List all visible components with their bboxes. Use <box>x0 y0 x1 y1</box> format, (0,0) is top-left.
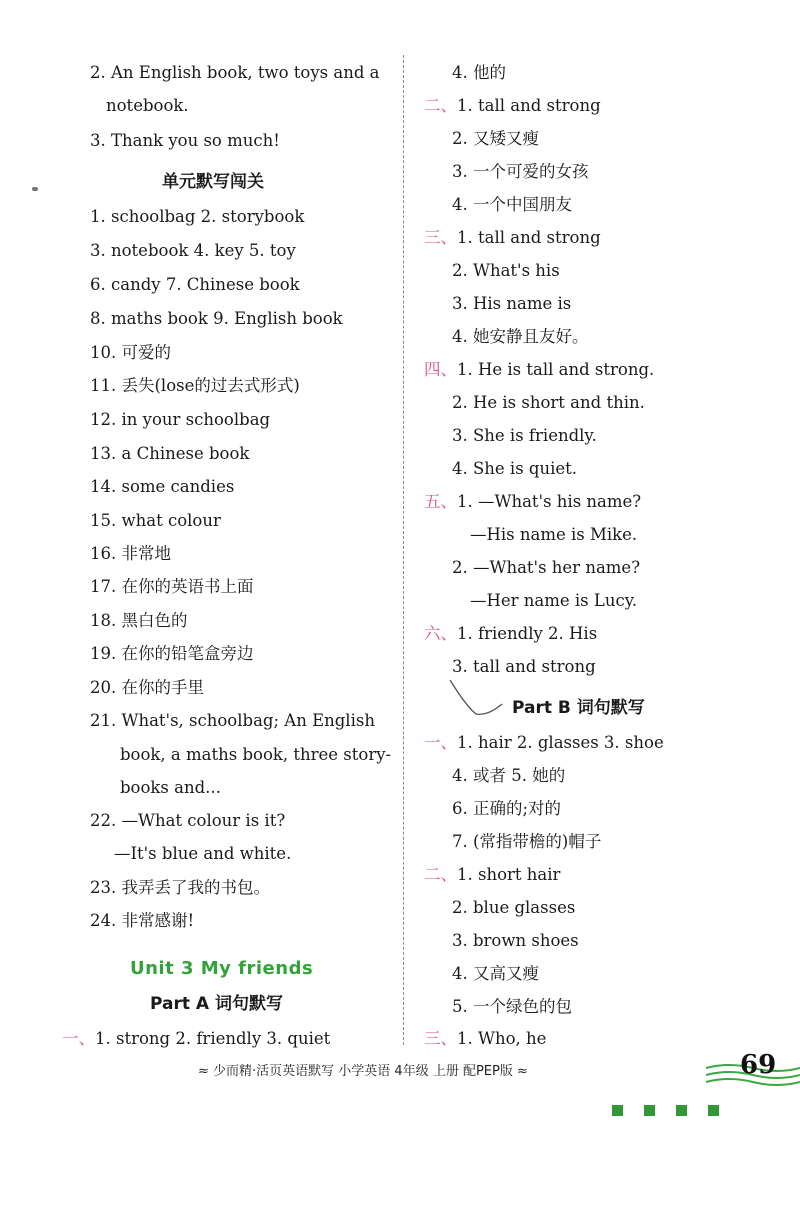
answer-line: 17. 在你的英语书上面 <box>90 577 254 596</box>
answer-line: 11. 丢失(lose的过去式形式) <box>90 376 300 395</box>
section-marker: 三、 <box>424 1029 457 1048</box>
answer-line: 一、1. strong 2. friendly 3. quiet <box>62 1029 331 1048</box>
answer-line: 三、1. Who, he <box>424 1029 547 1048</box>
answer-line: 13. a Chinese book <box>90 444 250 463</box>
section-marker: 二、 <box>424 96 457 115</box>
answer-line: 2. What's his <box>452 261 560 280</box>
answer-line: 2. blue glasses <box>452 898 576 917</box>
wave-icon: ≈ <box>198 1064 214 1079</box>
footer-book-info: ≈ 少而精·活页英语默写 小学英语 4年级 上册 配PEP版 ≈ <box>198 1064 528 1079</box>
answer-line: 14. some candies <box>90 477 235 496</box>
unit-title: Unit 3 My friends <box>130 958 314 979</box>
answer-line: book, a maths book, three story- <box>120 745 392 764</box>
answer-line: books and... <box>120 778 221 797</box>
answer-line: 2. —What's her name? <box>452 558 641 577</box>
answer-line: 18. 黑白色的 <box>90 611 188 630</box>
section-marker: 二、 <box>424 865 457 884</box>
answer-line: 8. maths book 9. English book <box>90 309 343 328</box>
column-divider <box>403 55 404 1045</box>
answer-line: 2. He is short and thin. <box>452 393 645 412</box>
answer-line: 4. She is quiet. <box>452 459 578 478</box>
wave-icon: ≈ <box>512 1064 528 1079</box>
answer-line: —Her name is Lucy. <box>470 591 638 610</box>
section-marker: 一、 <box>62 1029 95 1048</box>
swoosh-decoration <box>446 676 506 720</box>
answer-line: 2. An English book, two toys and a <box>90 63 380 82</box>
answer-line: 1. schoolbag 2. storybook <box>90 207 305 226</box>
section-marker: 一、 <box>424 733 457 752</box>
answer-line: 5. 一个绿色的包 <box>452 997 572 1016</box>
answer-line: 3. 一个可爱的女孩 <box>452 162 589 181</box>
answer-line: 4. 或者 5. 她的 <box>452 766 566 785</box>
answer-line: 4. 又高又瘦 <box>452 964 539 983</box>
answer-line: 7. (常指带檐的)帽子 <box>452 832 602 851</box>
part-a-heading: Part A 词句默写 <box>150 994 283 1014</box>
answer-line: —It's blue and white. <box>114 844 292 863</box>
answer-line: 15. what colour <box>90 511 221 530</box>
answer-line: 4. 一个中国朋友 <box>452 195 572 214</box>
answer-line: 3. notebook 4. key 5. toy <box>90 241 296 260</box>
decorative-square <box>708 1105 719 1116</box>
section-heading-unit-review: 单元默写闯关 <box>162 172 264 192</box>
answer-line: 3. His name is <box>452 294 572 313</box>
page-number: 69 <box>740 1050 777 1080</box>
answer-line: 二、1. tall and strong <box>424 96 601 115</box>
answer-line: 六、1. friendly 2. His <box>424 624 598 643</box>
answer-line: 16. 非常地 <box>90 544 171 563</box>
section-marker: 三、 <box>424 228 457 247</box>
answer-line: 三、1. tall and strong <box>424 228 601 247</box>
answer-line: notebook. <box>106 96 189 115</box>
decorative-square <box>612 1105 623 1116</box>
decorative-square <box>676 1105 687 1116</box>
answer-line: 一、1. hair 2. glasses 3. shoe <box>424 733 664 752</box>
answer-line: 12. in your schoolbag <box>90 410 271 429</box>
scan-mark <box>32 187 38 191</box>
answer-line: 22. —What colour is it? <box>90 811 286 830</box>
decorative-square <box>644 1105 655 1116</box>
answer-line: 21. What's, schoolbag; An English <box>90 711 375 730</box>
answer-line: 二、1. short hair <box>424 865 561 884</box>
answer-line: 6. candy 7. Chinese book <box>90 275 300 294</box>
answer-line: 24. 非常感谢! <box>90 911 195 930</box>
answer-line: 4. 她安静且友好。 <box>452 327 589 346</box>
answer-line: 2. 又矮又瘦 <box>452 129 539 148</box>
section-marker: 五、 <box>424 492 457 511</box>
answer-line: 19. 在你的铅笔盒旁边 <box>90 644 254 663</box>
answer-line: 23. 我弄丢了我的书包。 <box>90 878 270 897</box>
answer-line: 3. tall and strong <box>452 657 596 676</box>
answer-line: 4. 他的 <box>452 63 506 82</box>
answer-line: —His name is Mike. <box>470 525 638 544</box>
answer-line: 10. 可爱的 <box>90 343 171 362</box>
answer-line: 6. 正确的;对的 <box>452 799 562 818</box>
section-marker: 四、 <box>424 360 457 379</box>
part-b-heading: Part B 词句默写 <box>512 698 645 718</box>
answer-line: 3. Thank you so much! <box>90 131 280 150</box>
answer-line: 3. brown shoes <box>452 931 579 950</box>
section-marker: 六、 <box>424 624 457 643</box>
answer-line: 五、1. —What's his name? <box>424 492 642 511</box>
answer-line: 3. She is friendly. <box>452 426 597 445</box>
answer-line: 20. 在你的手里 <box>90 678 204 697</box>
answer-line: 四、1. He is tall and strong. <box>424 360 655 379</box>
